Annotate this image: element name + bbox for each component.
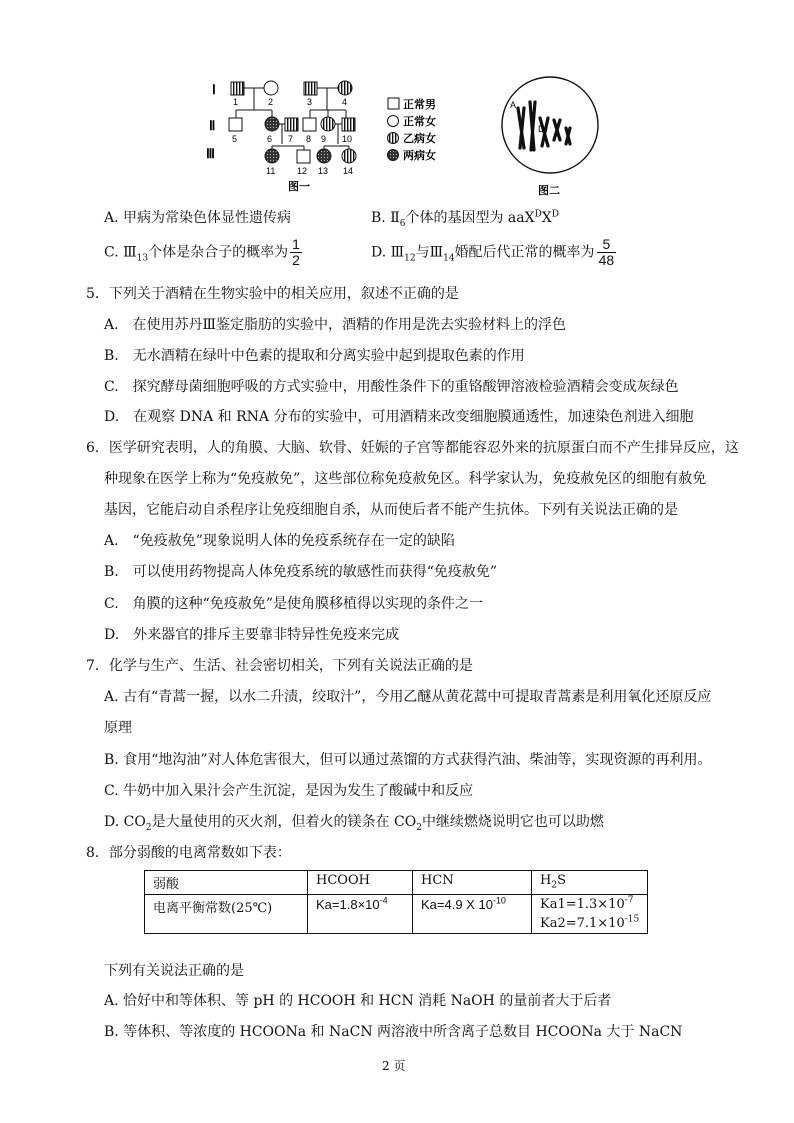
- cell-caption: 图二: [538, 184, 560, 197]
- page-number: 2 页: [382, 1059, 406, 1073]
- q7-option-d: D. $CO_2$是大量使用的灭火剂，但着火的镁条在 $CO_2$中继续燃烧说明它也可以助燃: [104, 814, 604, 833]
- individual-14: [342, 149, 356, 163]
- q8-prompt: 下列有关说法正确的是: [104, 963, 244, 979]
- individual-3: [304, 82, 317, 95]
- q4-option-d: D. $Ⅲ_{12}$与$Ⅲ_{14}$婚配后代正常的概率为 $\frac{5}{48}$: [371, 236, 615, 268]
- id-label-5: 5: [232, 134, 238, 144]
- legend-normal-female: 正常女: [403, 115, 436, 128]
- q4-option-a: A. 甲病为常染色体显性遗传病: [104, 210, 292, 226]
- id-label-4: 4: [342, 97, 348, 107]
- gene-label-a: A: [510, 100, 517, 110]
- q6-stem-line1: 6．医学研究表明，人的角膜、大脑、软骨、妊娠的子宫等都能容忍外来的抗原蛋白而不产生排异反应，这: [86, 440, 739, 456]
- q6-option-b: B. 可以使用药物提高人体免疫系统的敏感性而获得“免疫赦免”: [104, 564, 498, 580]
- individual-2: [264, 81, 278, 95]
- table-header-h2s: $H_2S$: [532, 871, 648, 895]
- individual-8: [303, 118, 316, 131]
- q7-option-b: B. 食用“地沟油”对人体危害很大，但可以通过蒸馏的方式获得汽油、柴油等，实现资源的再利用。: [104, 752, 712, 768]
- q8-stem: 8．部分弱酸的电离常数如下表：: [86, 845, 291, 861]
- individual-12: [297, 150, 310, 163]
- table-header-acid: 弱酸: [145, 871, 308, 895]
- q4-option-b: B. $Ⅱ_6$个体的基因型为 $aaX^DX^D$: [371, 209, 559, 229]
- q4-option-c: C. $Ⅲ_{13}$个体是杂合子的概率为 $\frac{1}{2}$: [104, 236, 300, 268]
- individual-4: [338, 81, 352, 95]
- id-label-13: 13: [318, 166, 329, 176]
- individual-10: [342, 118, 355, 131]
- ionization-constant-table: [144, 870, 648, 934]
- gene-label-d: D: [538, 124, 545, 134]
- q8-option-a: A. 恰好中和等体积、等 pH 的 HCOOH 和 HCN 消耗 NaOH 的量前者大于后者: [104, 993, 612, 1009]
- q6-option-c: C. 角膜的这种“免疫赦免”是使角膜移植得以实现的条件之一: [104, 596, 483, 612]
- gen-label-2: Ⅱ: [209, 118, 216, 133]
- gen-label-1: Ⅰ: [212, 82, 216, 97]
- legend-normal-male: 正常男: [403, 98, 436, 111]
- q5-stem: 5．下列关于酒精在生物实验中的相关应用，叙述不正确的是: [86, 286, 459, 302]
- fraction: $\frac{1}{2}$: [292, 236, 300, 268]
- individual-11: [265, 149, 279, 163]
- q5-option-a: A. 在使用苏丹Ⅲ鉴定脂肪的实验中，酒精的作用是洗去实验材料上的浮色: [104, 317, 567, 333]
- q6-option-a: A. “免疫赦免”现象说明人体的免疫系统存在一定的缺陷: [104, 533, 455, 549]
- q5-option-d: D. 在观察 DNA 和 RNA 分布的实验中，可用酒精来改变细胞膜通透性，加速染色剂进入细胞: [104, 409, 694, 425]
- table-cell-h2s-ka: $Ka1=1.3\times 10^{-7}$ $Ka2=7.1\times 10^{-15}$: [532, 895, 648, 934]
- table-row: [145, 895, 648, 934]
- id-label-8: 8: [306, 134, 312, 144]
- id-label-11: 11: [266, 166, 276, 176]
- q7-stem: 7．化学与生产、生活、社会密切相关，下列有关说法正确的是: [86, 658, 473, 674]
- q5-option-c: C. 探究酵母菌细胞呼吸的方式实验中，用酸性条件下的重铬酸钾溶液检验酒精会变成灰绿色: [104, 379, 679, 395]
- individual-13: [317, 149, 331, 163]
- cell-membrane: [502, 77, 598, 173]
- q6-stem-line2: 种现象在医学上称为“免疫赦免”，这些部位称免疫赦免区。科学家认为，免疫赦免区的细胞有赦免: [104, 471, 707, 487]
- q5-option-b: B. 无水酒精在绿叶中色素的提取和分离实验中起到提取色素的作用: [104, 348, 525, 364]
- individual-7: [285, 118, 298, 131]
- pedigree-caption: 图一: [288, 180, 310, 193]
- q6-option-d: D. 外来器官的排斥主要靠非特异性免疫来完成: [104, 627, 400, 643]
- table-cell-hcooh-ka: $Ka=1.8\times 10^{-4}$: [308, 895, 413, 934]
- id-label-9: 9: [321, 134, 327, 144]
- individual-9: [321, 117, 335, 131]
- id-label-10: 10: [342, 134, 353, 144]
- individual-6: [265, 117, 279, 131]
- legend-disease-b-female: 乙病女: [403, 132, 436, 145]
- q7-option-c: C. 牛奶中加入果汁会产生沉淀，是因为发生了酸碱中和反应: [104, 783, 474, 799]
- pedigree-figure: [206, 78, 476, 198]
- fraction: $\frac{5}{48}$: [598, 236, 615, 268]
- table-cell-hcn-ka: Ka=4.9 X $10^{-10}$: [413, 895, 532, 934]
- q6-stem-line3: 基因，它能启动自杀程序让免疫细胞自杀，从而使后者不能产生抗体。下列有关说法正确的是: [104, 502, 678, 518]
- id-label-7: 7: [288, 134, 294, 144]
- table-header-hcn: HCN: [413, 871, 532, 895]
- individual-5: [229, 118, 242, 131]
- q8-option-b: B. 等体积、等浓度的 HCOONa 和 NaCN 两溶液中所含离子总数目 HCOONa 大于 NaCN: [104, 1024, 683, 1040]
- cell-figure: [498, 70, 608, 198]
- gen-label-3: Ⅲ: [206, 146, 215, 161]
- id-label-12: 12: [297, 166, 308, 176]
- id-label-6: 6: [267, 134, 273, 144]
- legend-both-disease-female: 两病女: [403, 149, 436, 162]
- table-row: [145, 871, 648, 895]
- table-row-label: 电离平衡常数(25℃): [145, 895, 308, 934]
- id-label-14: 14: [343, 166, 354, 176]
- table-header-hcooh: HCOOH: [308, 871, 413, 895]
- id-label-1: 1: [233, 97, 239, 107]
- id-label-3: 3: [307, 97, 313, 107]
- id-label-2: 2: [268, 97, 274, 107]
- individual-1: [231, 82, 244, 95]
- q7-option-a-line1: A. 古有“青蒿一握，以水二升渍，绞取汁”，今用乙醚从黄花蒿中可提取青蒿素是利用氧化还原反应: [104, 689, 712, 705]
- q7-option-a-line2: 原理: [104, 720, 132, 736]
